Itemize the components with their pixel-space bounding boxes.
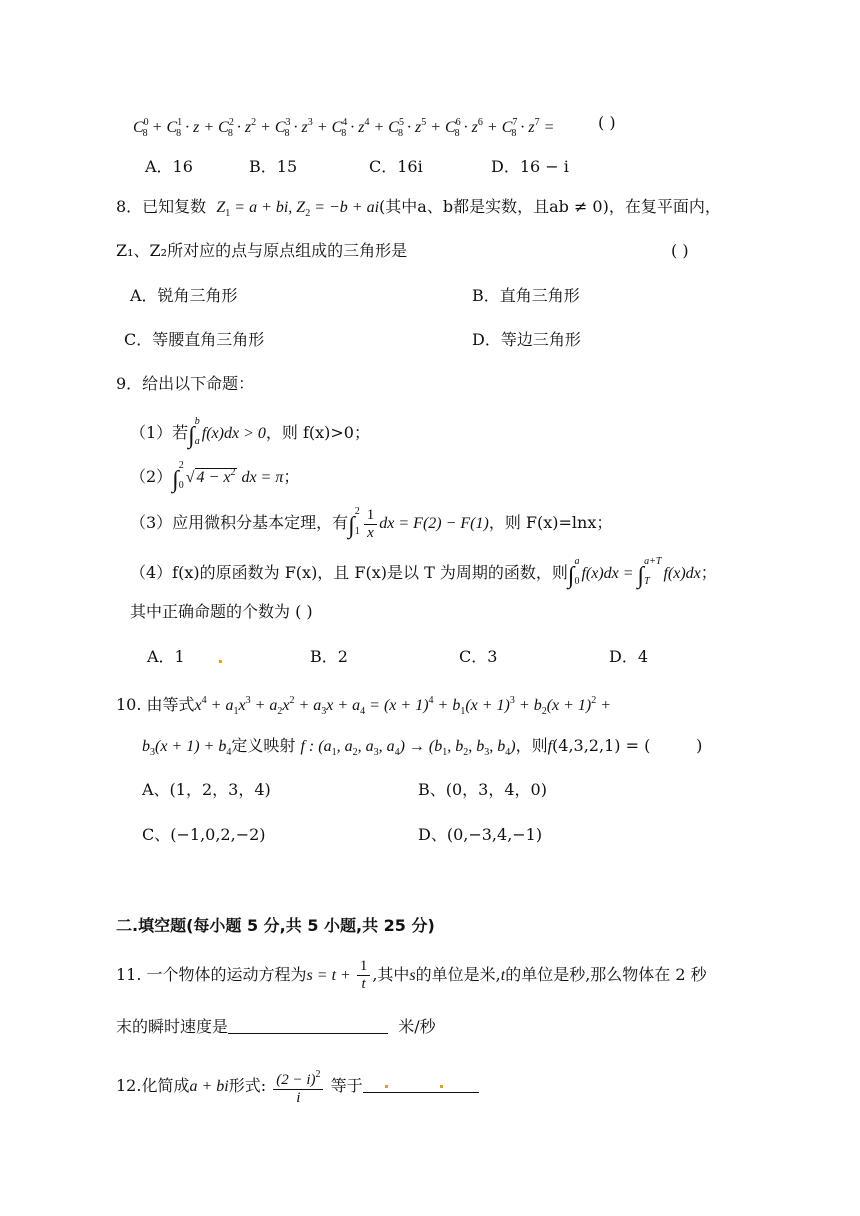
q10-option-d: D、(0,−3,4,−1) [418,825,543,844]
q10-stem-line2: $b_3(x + 1) + b_4$定义映射 f : ($a_1$, $a_2$, $a_3$, $a_4) \to (b_1$, $b_2$, $b_3$, $b_4$)，则f(4,3,2,1) = ( ) [142,736,703,758]
q10-option-b: B、(0，3，4，0) [418,780,547,799]
q8-stem-line2: Z₁、Z₂所对应的点与原点组成的三角形是 [116,241,408,260]
q11-stem-line2: 末的瞬时速度是 米/秒 [116,1017,436,1036]
q8-option-a: A．锐角三角形 [130,286,238,305]
q8-stem-line1: 8．已知复数 $Z_1 = a$ + bi, $Z_2 = -b + ai$(其中a、b都是实数，且ab ≠ 0)，在复平面内， [116,197,721,219]
q11-stem-line1: 11. 一个物体的运动方程为s = t + $\frac{1}{t}$ ,其中s的单位是米,t的单位是秒,那么物体在 2 秒 [116,958,707,992]
q10-stem-line1: 10. 由等式$x^4 + a_1x^3 + a_2x^2 + a_3x + a_4 = (x + 1)^4 + b_1(x + 1)^3 + b_2(x + 1)^2$ + [116,695,612,717]
q8-option-c: C．等腰直角三角形 [124,330,265,349]
q9-ask: 其中正确命题的个数为 ( ) [130,602,313,621]
q9-option-b: B．2 [310,647,348,666]
q7-option-d: D．16 − i [491,157,569,176]
q12-stem: 12.化简成a + bi形式: $\frac{(2 - i)^2}{i}$ 等于 [116,1066,479,1107]
stray-mark [385,1085,388,1088]
q7-option-b: B．15 [249,157,298,176]
q9-proposition-2: （2）∫2 0 √ $4 - x^2$ dx = π； [130,460,300,493]
q10-option-c: C、(−1,0,2,−2) [142,825,266,844]
q7-expression: $C^0_8 + C^1_8 \cdot z + C^2_8 \cdot z^2 + C^3_8 \cdot z^3 + C^4_8 \cdot z^4 + C^5_8 \cdot z^5 + C^6_8 \cdot z^6 + C^7_8 \cdot z^7$ = [133,117,555,139]
q9-option-a: A．1 [147,647,185,666]
q9-proposition-4: （4）f(x)的原函数为 F(x)，且 F(x)是以 T 为周期的函数，则∫a 0 f(x)dx = ∫a+T T f(x)dx； [130,556,717,589]
q9-stem: 9．给出以下命题： [116,374,255,393]
q8-option-b: B．直角三角形 [472,286,580,305]
q11-answer-blank[interactable] [228,1017,388,1034]
section-2-title: 二.填空题(每小题 5 分,共 5 小题,共 25 分) [116,916,435,935]
q7-answer-paren: ( ) [598,113,616,132]
q10-option-a: A、(1，2，3，4) [142,780,271,799]
q8-answer-paren: ( ) [671,241,689,260]
q9-option-c: C．3 [459,647,498,666]
q9-proposition-1: （1）若∫b a f(x)dx > 0，则 f(x)>0； [130,416,370,449]
q7-option-a: A．16 [145,157,193,176]
q9-proposition-3: （3）应用微积分基本定理，有∫2 1 $\frac{1}{x}$ dx = F(2) − F(1)，则 F(x)=lnx； [130,506,613,541]
q8-option-d: D．等边三角形 [472,330,581,349]
stray-mark [219,660,222,663]
q7-option-c: C．16i [369,157,423,176]
q9-option-d: D．4 [609,647,649,666]
stray-mark [440,1085,443,1088]
q12-answer-blank[interactable] [363,1076,479,1093]
